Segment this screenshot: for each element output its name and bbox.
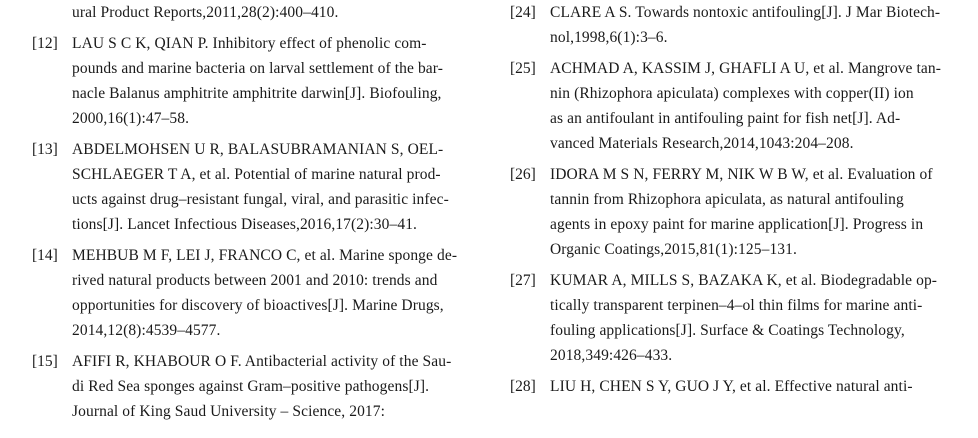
reference-line: KUMAR A, MILLS S, BAZAKA K, et al. Biodegradable op- xyxy=(550,272,938,289)
reference-line: 2018,349:426–433. xyxy=(550,347,673,364)
reference-line: di Red Sea sponges against Gram–positive pathogens[J]. xyxy=(72,378,430,395)
reference-line: ucts against drug–resistant fungal, viral, and parasitic infec- xyxy=(72,191,449,208)
reference-line: tically transparent terpinen–4–ol thin films for marine anti- xyxy=(550,297,923,314)
reference-line: agents in epoxy paint for marine application[J]. Progress in xyxy=(550,216,924,233)
reference-line: Journal of King Saud University – Science, 2017: xyxy=(72,403,386,420)
reference-number: [12] xyxy=(32,35,58,52)
reference-line: pounds and marine bacteria on larval settlement of the bar- xyxy=(72,60,443,77)
reference-line: CLARE A S. Towards nontoxic antifouling[J]. J Mar Biotech- xyxy=(550,4,941,21)
reference-line: IDORA M S N, FERRY M, NIK W B W, et al. Evaluation of xyxy=(550,166,933,183)
reference-line: tions[J]. Lancet Infectious Diseases,2016,17(2):30–41. xyxy=(72,216,418,233)
reference-line: nol,1998,6(1):3–6. xyxy=(550,29,668,46)
reference-line: as an antifoulant in antifouling paint for fish net[J]. Ad- xyxy=(550,110,901,127)
reference-line: LIU H, CHEN S Y, GUO J Y, et al. Effective natural anti- xyxy=(550,378,913,395)
reference-line: ABDELMOHSEN U R, BALASUBRAMANIAN S, OEL- xyxy=(72,141,444,158)
reference-line: tannin from Rhizophora apiculata, as natural antifouling xyxy=(550,191,904,208)
reference-continuation: ural Product Reports,2011,28(2):400–410. xyxy=(72,4,339,21)
reference-number: [14] xyxy=(32,247,58,264)
reference-number: [27] xyxy=(510,272,536,289)
reference-line: Organic Coatings,2015,81(1):125–131. xyxy=(550,241,797,258)
reference-number: [25] xyxy=(510,60,536,77)
reference-line: nin (Rhizophora apiculata) complexes with copper(II) ion xyxy=(550,85,914,102)
reference-line: 2014,12(8):4539–4577. xyxy=(72,322,221,339)
reference-line: nacle Balanus amphitrite amphitrite darwin[J]. Biofouling, xyxy=(72,85,442,102)
reference-line: ACHMAD A, KASSIM J, GHAFLI A U, et al. Mangrove tan- xyxy=(550,60,941,77)
reference-line: 2000,16(1):47–58. xyxy=(72,110,190,127)
reference-line: opportunities for discovery of bioactives[J]. Marine Drugs, xyxy=(72,297,444,314)
reference-number: [28] xyxy=(510,378,536,395)
reference-number: [26] xyxy=(510,166,536,183)
reference-line: rived natural products between 2001 and 2010: trends and xyxy=(72,272,438,289)
reference-number: [24] xyxy=(510,4,536,21)
reference-line: fouling applications[J]. Surface & Coatings Technology, xyxy=(550,322,905,339)
reference-line: AFIFI R, KHABOUR O F. Antibacterial activity of the Sau- xyxy=(72,353,452,370)
reference-line: SCHLAEGER T A, et al. Potential of marine natural prod- xyxy=(72,166,441,183)
reference-line: vanced Materials Research,2014,1043:204–208. xyxy=(550,135,854,152)
reference-number: [13] xyxy=(32,141,58,158)
reference-number: [15] xyxy=(32,353,58,370)
reference-line: LAU S C K, QIAN P. Inhibitory effect of phenolic com- xyxy=(72,35,427,52)
reference-line: MEHBUB M F, LEI J, FRANCO C, et al. Marine sponge de- xyxy=(72,247,458,264)
